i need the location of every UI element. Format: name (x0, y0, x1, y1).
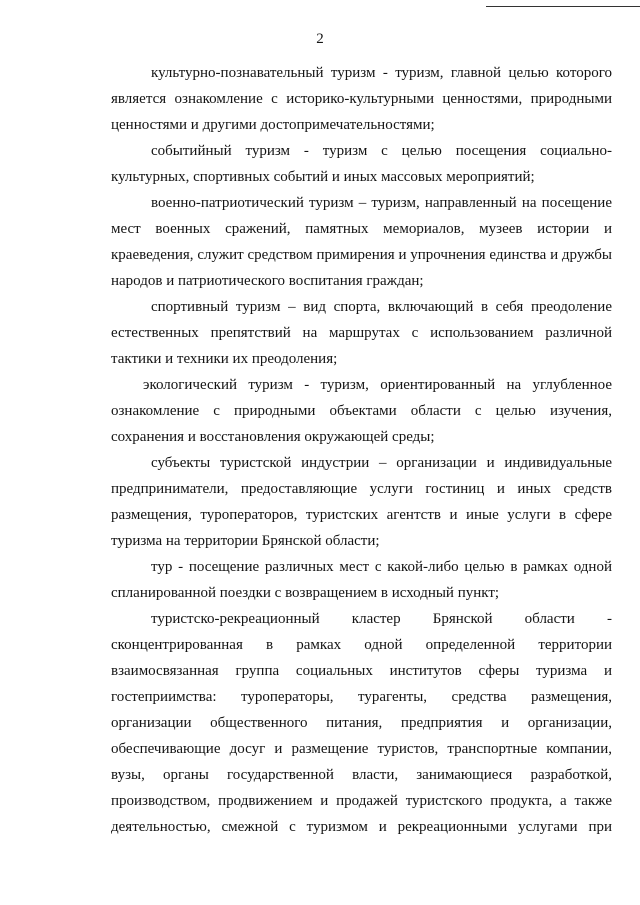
paragraph-military-patriotic-tourism: военно-патриотический туризм – туризм, направленный на посещение мест военных сражений, памятных мемориалов, музеев истории и краеведения, служит средством примирения и упрочнения единства и дружбы народов и патриотического воспитания граждан; (111, 195, 612, 289)
document-body (111, 60, 612, 840)
paragraph-tour: тур - посещение различных мест с какой-либо целью в рамках одной спланированной поездки с возвращением в исходный пункт; (111, 559, 612, 601)
paragraph-ecological-tourism: экологический туризм - туризм, ориентированный на углубленное ознакомление с природными объектами области с целью изучения, сохранения и восстановления окружающей среды; (111, 377, 612, 445)
paragraph-cultural-tourism: культурно-познавательный туризм - туризм, главной целью которого является ознакомление с историко-культурными ценностями, природными ценностями и другими достопримечательностями; (111, 65, 612, 133)
paragraph-event-tourism: событийный туризм - туризм с целью посещения социально-культурных, спортивных событий и иных массовых мероприятий; (111, 143, 612, 185)
paragraph-sports-tourism: спортивный туризм – вид спорта, включающий в себя преодоление естественных препятствий на маршрутах с использованием различной тактики и техники их преодоления; (111, 299, 612, 367)
page-number: 2 (316, 31, 324, 47)
top-rule (486, 6, 640, 7)
paragraph-tourism-cluster: туристско-рекреационный кластер Брянской области - сконцентрированная в рамках одной определенной территории взаимосвязанная группа социальных институтов сферы туризма и гостеприимства: туроператоры, турагенты, средства размещения, организации общественного питания, предприятия и организации, обеспечивающие досуг и размещение туристов, транспортные компании, вузы, органы государственной власти, занимающиеся разработкой, производством, продвижением и продажей туристского продукта, а также деятельностью, смежной с туризмом и рекреационными услугами при (111, 611, 612, 835)
paragraph-tourism-industry-subjects: субъекты туристской индустрии – организации и индивидуальные предприниматели, предоставляющие услуги гостиниц и иных средств размещения, туроператоров, туристских агентств и иные услуги в сфере туризма на территории Брянской области; (111, 455, 612, 549)
